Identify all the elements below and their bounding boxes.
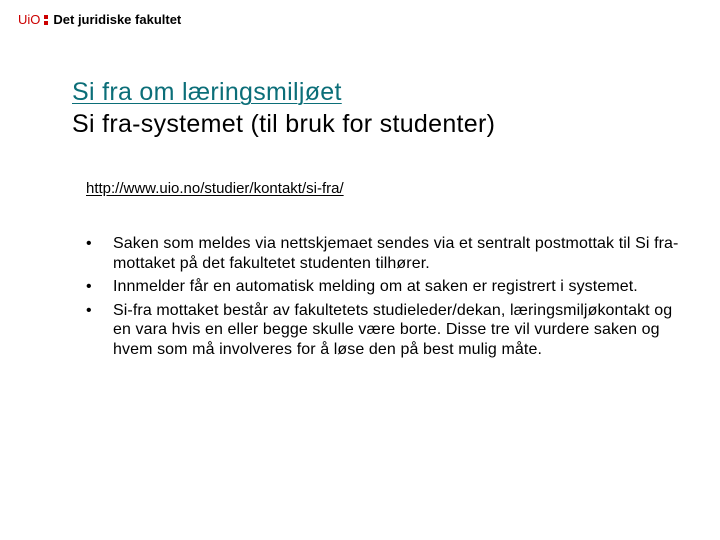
- logo-dots-icon: [44, 14, 48, 26]
- bullet-icon: •: [86, 301, 92, 319]
- bullet-text: Innmelder får en automatisk melding om at saken er registrert i systemet.: [113, 278, 638, 295]
- title-link[interactable]: Si fra om læringsmiljøet: [72, 78, 342, 106]
- title-audience: (til bruk for studenter): [243, 110, 496, 138]
- bullet-item: [86, 277, 686, 297]
- bullet-icon: •: [86, 278, 92, 295]
- title-subtitle: [72, 108, 702, 140]
- bullet-item: [86, 301, 686, 360]
- bullet-icon: •: [86, 235, 92, 252]
- logo-mark: UiO: [18, 12, 41, 27]
- bullet-item: [86, 234, 686, 273]
- title-system-name: Si fra-systemet: [72, 110, 244, 138]
- slide-title: [72, 76, 702, 140]
- uio-logo: [18, 12, 181, 28]
- faculty-name: Det juridiske fakultet: [53, 12, 182, 27]
- bullet-text: Saken som meldes via nettskjemaet sendes via et sentralt postmottak til Si fra-mottaket på det fakultetet studenten tilhører.: [113, 235, 679, 272]
- bullet-text: Si-fra mottaket består av fakultetets studieleder/dekan, læringsmiljøkontakt og en vara hvis en eller begge skulle være borte. Disse tre vil vurdere saken og hvem som må involveres for å løse den på best mulig måte.: [113, 301, 673, 358]
- bullet-list: [86, 234, 686, 363]
- si-fra-url-link[interactable]: http://www.uio.no/studier/kontakt/si-fra/: [86, 180, 344, 197]
